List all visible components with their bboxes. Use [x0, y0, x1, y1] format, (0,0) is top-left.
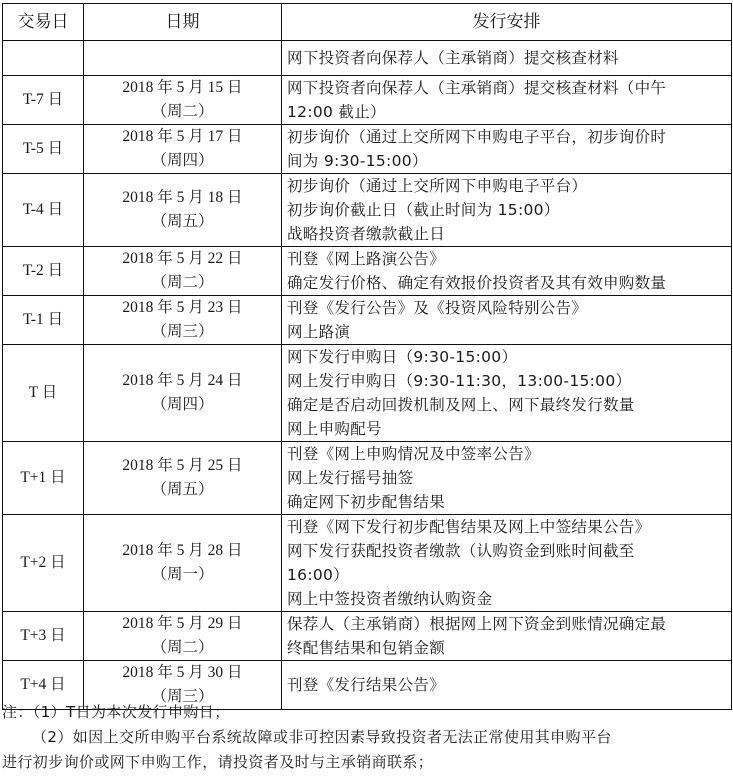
date-cell [84, 247, 282, 296]
date-text: 2018 年 5 月 24 日 [122, 372, 243, 389]
weekday-text: （周二） [151, 639, 214, 656]
trade-day-cell: T+3 日 [3, 612, 84, 661]
arrangement-line: 网上申购配号 [287, 420, 382, 438]
date-text: 2018 年 5 月 23 日 [122, 299, 243, 316]
arrangement-line: 12:00 截止） [287, 103, 386, 121]
arrangement-line: 网下投资者向保荐人（主承销商）提交核查材料 [287, 49, 619, 67]
arrangement-line: 刊登《网下发行初步配售结果及网上中签结果公告》 [287, 518, 651, 536]
header-trade-day: 交易日 [3, 4, 84, 41]
table-row [3, 247, 732, 296]
arrangement-line: 确定网下初步配售结果 [287, 493, 446, 511]
date-cell [84, 442, 282, 515]
date-text: 2018 年 5 月 28 日 [122, 542, 243, 559]
table-body [3, 41, 732, 710]
arrangement-cell [282, 174, 732, 247]
arrangement-line: 网下发行申购日（9:30-15:00） [287, 348, 518, 366]
trade-day-cell [3, 41, 84, 76]
arrangement-cell [282, 612, 732, 661]
arrangement-cell [282, 515, 732, 612]
footnotes [2, 700, 731, 775]
arrangement-line: 网下投资者向保荐人（主承销商）提交核查材料（中午 [287, 79, 667, 97]
table-row [3, 125, 732, 174]
date-cell [84, 345, 282, 442]
note-line-1: 注：（1）T日为本次发行申购日； [2, 703, 230, 721]
date-cell [84, 174, 282, 247]
table-row [3, 612, 732, 661]
header-arrangement: 发行安排 [282, 4, 732, 41]
trade-day-cell: T 日 [3, 345, 84, 442]
date-text: 2018 年 5 月 22 日 [122, 250, 243, 267]
arrangement-line: 16:00） [287, 566, 349, 584]
weekday-text: （周四） [151, 396, 214, 413]
date-cell [84, 612, 282, 661]
weekday-text: （周二） [151, 274, 214, 291]
arrangement-cell [282, 442, 732, 515]
arrangement-line: 刊登《网上路演公告》 [287, 250, 446, 268]
arrangement-line: 网上发行摇号抽签 [287, 469, 414, 487]
arrangement-line: 初步询价（通过上交所网下申购电子平台） [287, 177, 588, 195]
table-row [3, 76, 732, 125]
arrangement-cell [282, 345, 732, 442]
arrangement-line: 网下发行获配投资者缴款（认购资金到账时间截至 [287, 542, 635, 560]
weekday-text: （周五） [151, 481, 214, 498]
date-text: 2018 年 5 月 17 日 [122, 128, 243, 145]
arrangement-line: 刊登《发行公告》及《投资风险特别公告》 [287, 299, 588, 317]
note-line-3: 进行初步询价或网下申购工作，请投资者及时与主承销商联系； [2, 753, 434, 771]
arrangement-line: 终配售结果和包销金额 [287, 639, 446, 657]
trade-day-cell: T+2 日 [3, 515, 84, 612]
arrangement-line: 网上路演 [287, 323, 351, 341]
date-cell [84, 125, 282, 174]
arrangement-line: 初步询价（通过上交所网下申购电子平台，初步询价时 [287, 128, 667, 146]
header-date: 日期 [84, 4, 282, 41]
date-cell [84, 515, 282, 612]
date-cell [84, 41, 282, 76]
trade-day-cell: T-7 日 [3, 76, 84, 125]
arrangement-line: 刊登《网上申购情况及中签率公告》 [287, 445, 540, 463]
arrangement-line: 刊登《发行结果公告》 [287, 676, 446, 694]
arrangement-line: 保荐人（主承销商）根据网上网下资金到账情况确定最 [287, 615, 667, 633]
arrangement-cell [282, 41, 732, 76]
arrangement-line: 间为 9:30-15:00） [287, 152, 428, 170]
arrangement-cell [282, 125, 732, 174]
date-text: 2018 年 5 月 30 日 [122, 664, 243, 681]
table-row [3, 41, 732, 76]
weekday-text: （周四） [151, 152, 214, 169]
weekday-text: （周二） [151, 103, 214, 120]
arrangement-line: 确定发行价格、确定有效报价投资者及其有效申购数量 [287, 274, 667, 292]
note-line-2: （2）如因上交所申购平台系统故障或非可控因素导致投资者无法正常使用其申购平台 [32, 728, 612, 746]
weekday-text: （周三） [151, 688, 214, 705]
table-row [3, 515, 732, 612]
trade-day-cell: T-4 日 [3, 174, 84, 247]
date-text: 2018 年 5 月 18 日 [122, 189, 243, 206]
weekday-text: （周一） [151, 566, 214, 583]
table-row [3, 174, 732, 247]
trade-day-cell: T+1 日 [3, 442, 84, 515]
arrangement-line: 网上发行申购日（9:30-11:30，13:00-15:00） [287, 372, 632, 390]
date-cell [84, 296, 282, 345]
arrangement-line: 初步询价截止日（截止时间为 15:00） [287, 201, 560, 219]
date-text: 2018 年 5 月 15 日 [122, 79, 243, 96]
date-cell [84, 76, 282, 125]
arrangement-line: 确定是否启动回拨机制及网上、网下最终发行数量 [287, 396, 635, 414]
table-header-row [3, 4, 732, 41]
arrangement-line: 网上中签投资者缴纳认购资金 [287, 590, 493, 608]
date-text: 2018 年 5 月 29 日 [122, 615, 243, 632]
arrangement-cell [282, 247, 732, 296]
trade-day-cell: T-5 日 [3, 125, 84, 174]
trade-day-cell: T+4 日 [3, 661, 84, 710]
table-row [3, 442, 732, 515]
arrangement-line: 战略投资者缴款截止日 [287, 225, 446, 243]
weekday-text: （周五） [151, 213, 214, 230]
weekday-text: （周三） [151, 323, 214, 340]
arrangement-cell [282, 76, 732, 125]
trade-day-cell: T-1 日 [3, 296, 84, 345]
issuance-schedule-table [2, 3, 732, 710]
table-row [3, 296, 732, 345]
arrangement-cell [282, 296, 732, 345]
date-text: 2018 年 5 月 25 日 [122, 457, 243, 474]
trade-day-cell: T-2 日 [3, 247, 84, 296]
table-row [3, 345, 732, 442]
